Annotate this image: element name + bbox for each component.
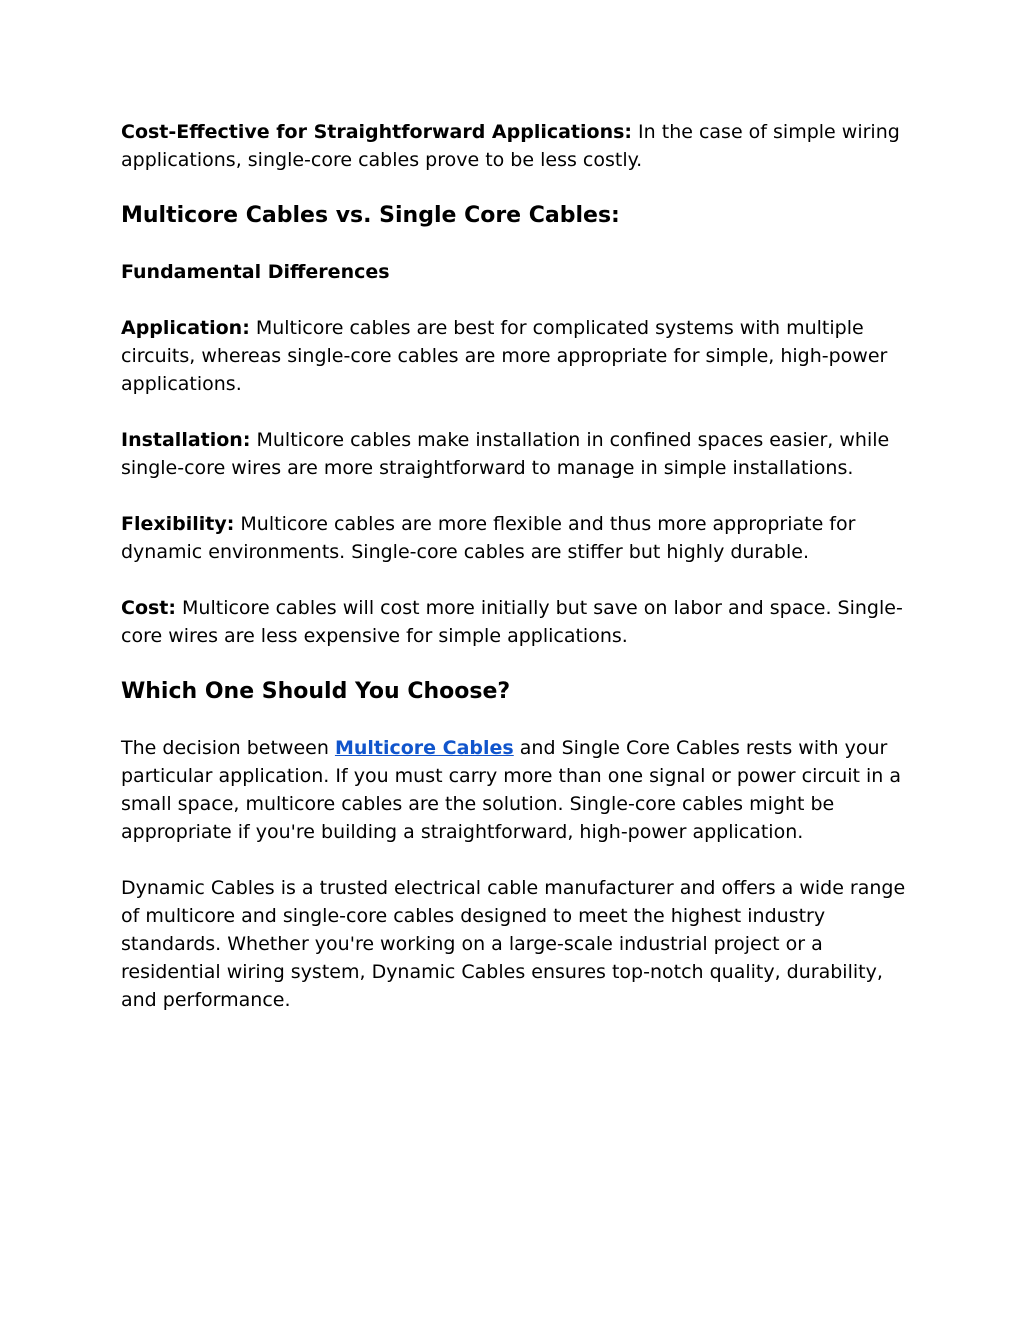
difference-text: Multicore cables are more flexible and thus more appropriate for dynamic environments. Single-core cables are stiffer but highly durable. — [121, 513, 856, 563]
choose-text-before: The decision between — [121, 737, 335, 759]
difference-installation — [121, 426, 921, 482]
heading-compare: Multicore Cables vs. Single Core Cables: — [121, 203, 620, 228]
choose-text-after: and Single Core Cables rests with your particular application. If you must carry more than one signal or power circuit in a small space, multicore cables are the solution. Single-core cables might be appropriate if you're building a straightforward, high-power application. — [121, 737, 902, 843]
difference-flexibility — [121, 510, 921, 566]
heading-choose: Which One Should You Choose? — [121, 679, 511, 704]
intro-paragraph — [121, 118, 921, 174]
difference-application — [121, 314, 921, 398]
difference-cost — [121, 594, 921, 650]
closing-paragraph: Dynamic Cables is a trusted electrical cable manufacturer and offers a wide range of multicore and single-core cables designed to meet the highest industry standards. Whether you're working on a large-scale industrial project or a residential wiring system, Dynamic Cables ensures top-notch quality, durability, and performance. — [121, 877, 906, 1011]
difference-label: Flexibility: — [121, 513, 235, 535]
intro-text: In the case of simple wiring applications, single-core cables prove to be less costly. — [121, 121, 900, 171]
choose-paragraph — [121, 734, 921, 846]
difference-text: Multicore cables make installation in confined spaces easier, while single-core wires are more straightforward to manage in simple installations. — [121, 429, 890, 479]
intro-label: Cost-Effective for Straightforward Applications: — [121, 121, 633, 143]
difference-label: Installation: — [121, 429, 251, 451]
difference-label: Application: — [121, 317, 250, 339]
subheading-differences: Fundamental Differences — [121, 261, 390, 283]
multicore-cables-link[interactable]: Multicore Cables — [334, 737, 514, 759]
difference-text: Multicore cables will cost more initially but save on labor and space. Single-core wires are less expensive for simple applications. — [121, 597, 903, 647]
difference-label: Cost: — [121, 597, 176, 619]
difference-text: Multicore cables are best for complicated systems with multiple circuits, whereas single-core cables are more appropriate for simple, high-power applications. — [121, 317, 888, 395]
document-page — [121, 118, 921, 1014]
